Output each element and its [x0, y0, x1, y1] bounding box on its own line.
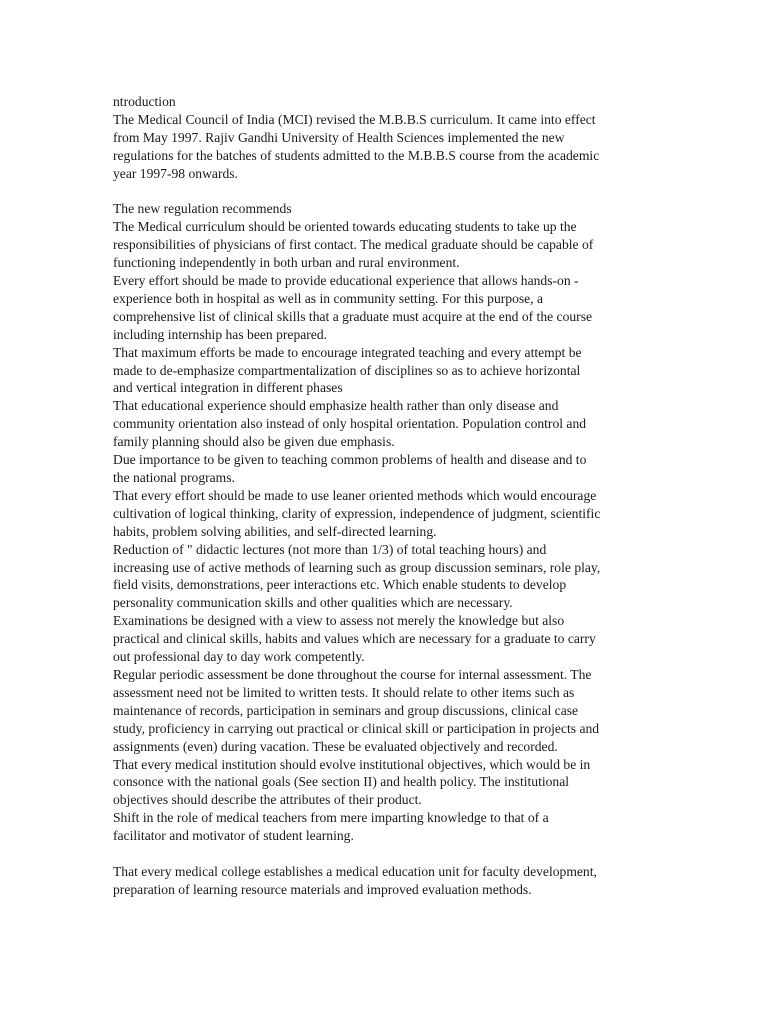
text-line: That every effort should be made to use leaner oriented methods which would encourage [113, 487, 597, 503]
text-line: assignments (even) during vacation. These be evaluated objectively and recorded. [113, 738, 558, 754]
blank-line [113, 183, 658, 201]
text-line: Due importance to be given to teaching common problems of health and disease and to [113, 452, 587, 468]
blank-line [113, 845, 658, 863]
text-line: Every effort should be made to provide educational experience that allows hands-on - [113, 273, 579, 289]
text-line: facilitator and motivator of student learning. [113, 828, 354, 844]
text-line: That educational experience should emphasize health rather than only disease and [113, 398, 559, 414]
text-line: regulations for the batches of students admitted to the M.B.B.S course from the academic [113, 147, 600, 163]
text-line: The Medical Council of India (MCI) revised the M.B.B.S curriculum. It came into effect [113, 111, 596, 127]
text-line: consonce with the national goals (See section II) and health policy. The institutional [113, 774, 570, 790]
recommendations-body [113, 218, 658, 845]
text-line: personality communication skills and other qualities which are necessary. [113, 595, 513, 611]
text-line: experience both in hospital as well as in community setting. For this purpose, a [113, 290, 544, 306]
text-line: functioning independently in both urban and rural environment. [113, 255, 460, 271]
text-line: preparation of learning resource materials and improved evaluation methods. [113, 881, 532, 897]
text-line: and vertical integration in different phases [113, 380, 343, 396]
closing-paragraph [113, 863, 658, 899]
text-line: That every medical college establishes a medical education unit for faculty development, [113, 863, 597, 879]
text-line: study, proficiency in carrying out practical or clinical skill or participation in projects and [113, 720, 600, 736]
text-line: out professional day to day work competently. [113, 649, 365, 665]
text-line: year 1997-98 onwards. [113, 165, 238, 181]
text-line: That every medical institution should evolve institutional objectives, which would be in [113, 756, 591, 772]
text-line: field visits, demonstrations, peer interactions etc. Which enable students to develop [113, 577, 567, 593]
document-page [113, 93, 658, 899]
text-line: comprehensive list of clinical skills that a graduate must acquire at the end of the course [113, 308, 593, 324]
text-line: That maximum efforts be made to encourage integrated teaching and every attempt be [113, 344, 582, 360]
text-line: Examinations be designed with a view to assess not merely the knowledge but also [113, 613, 565, 629]
text-line: cultivation of logical thinking, clarity of expression, independence of judgment, scientific [113, 505, 601, 521]
text-line: Regular periodic assessment be done throughout the course for internal assessment. The [113, 666, 592, 682]
text-line: responsibilities of physicians of first contact. The medical graduate should be capable of [113, 237, 594, 253]
heading-recommends: The new regulation recommends [113, 201, 292, 217]
text-line: the national programs. [113, 470, 235, 486]
text-line: from May 1997. Rajiv Gandhi University of Health Sciences implemented the new [113, 129, 565, 145]
text-line: made to de-emphasize compartmentalization of disciplines so as to achieve horizontal [113, 362, 581, 378]
text-line: family planning should also be given due emphasis. [113, 434, 395, 450]
text-line: Reduction of " didactic lectures (not more than 1/3) of total teaching hours) and [113, 541, 547, 557]
text-line: increasing use of active methods of learning such as group discussion seminars, role play, [113, 559, 601, 575]
text-line: community orientation also instead of only hospital orientation. Population control and [113, 416, 587, 432]
heading-introduction: ntroduction [113, 94, 176, 109]
text-line: maintenance of records, participation in seminars and group discussions, clinical case [113, 702, 579, 718]
text-line: assessment need not be limited to written tests. It should relate to other items such as [113, 684, 575, 700]
text-line: objectives should describe the attributes of their product. [113, 792, 422, 808]
text-line: practical and clinical skills, habits and values which are necessary for a graduate to carry [113, 631, 596, 647]
intro-paragraph [113, 111, 658, 183]
text-line: including internship has been prepared. [113, 326, 328, 342]
text-line: Shift in the role of medical teachers from mere imparting knowledge to that of a [113, 810, 549, 826]
text-line: habits, problem solving abilities, and self-directed learning. [113, 523, 437, 539]
text-line: The Medical curriculum should be oriented towards educating students to take up the [113, 219, 577, 235]
